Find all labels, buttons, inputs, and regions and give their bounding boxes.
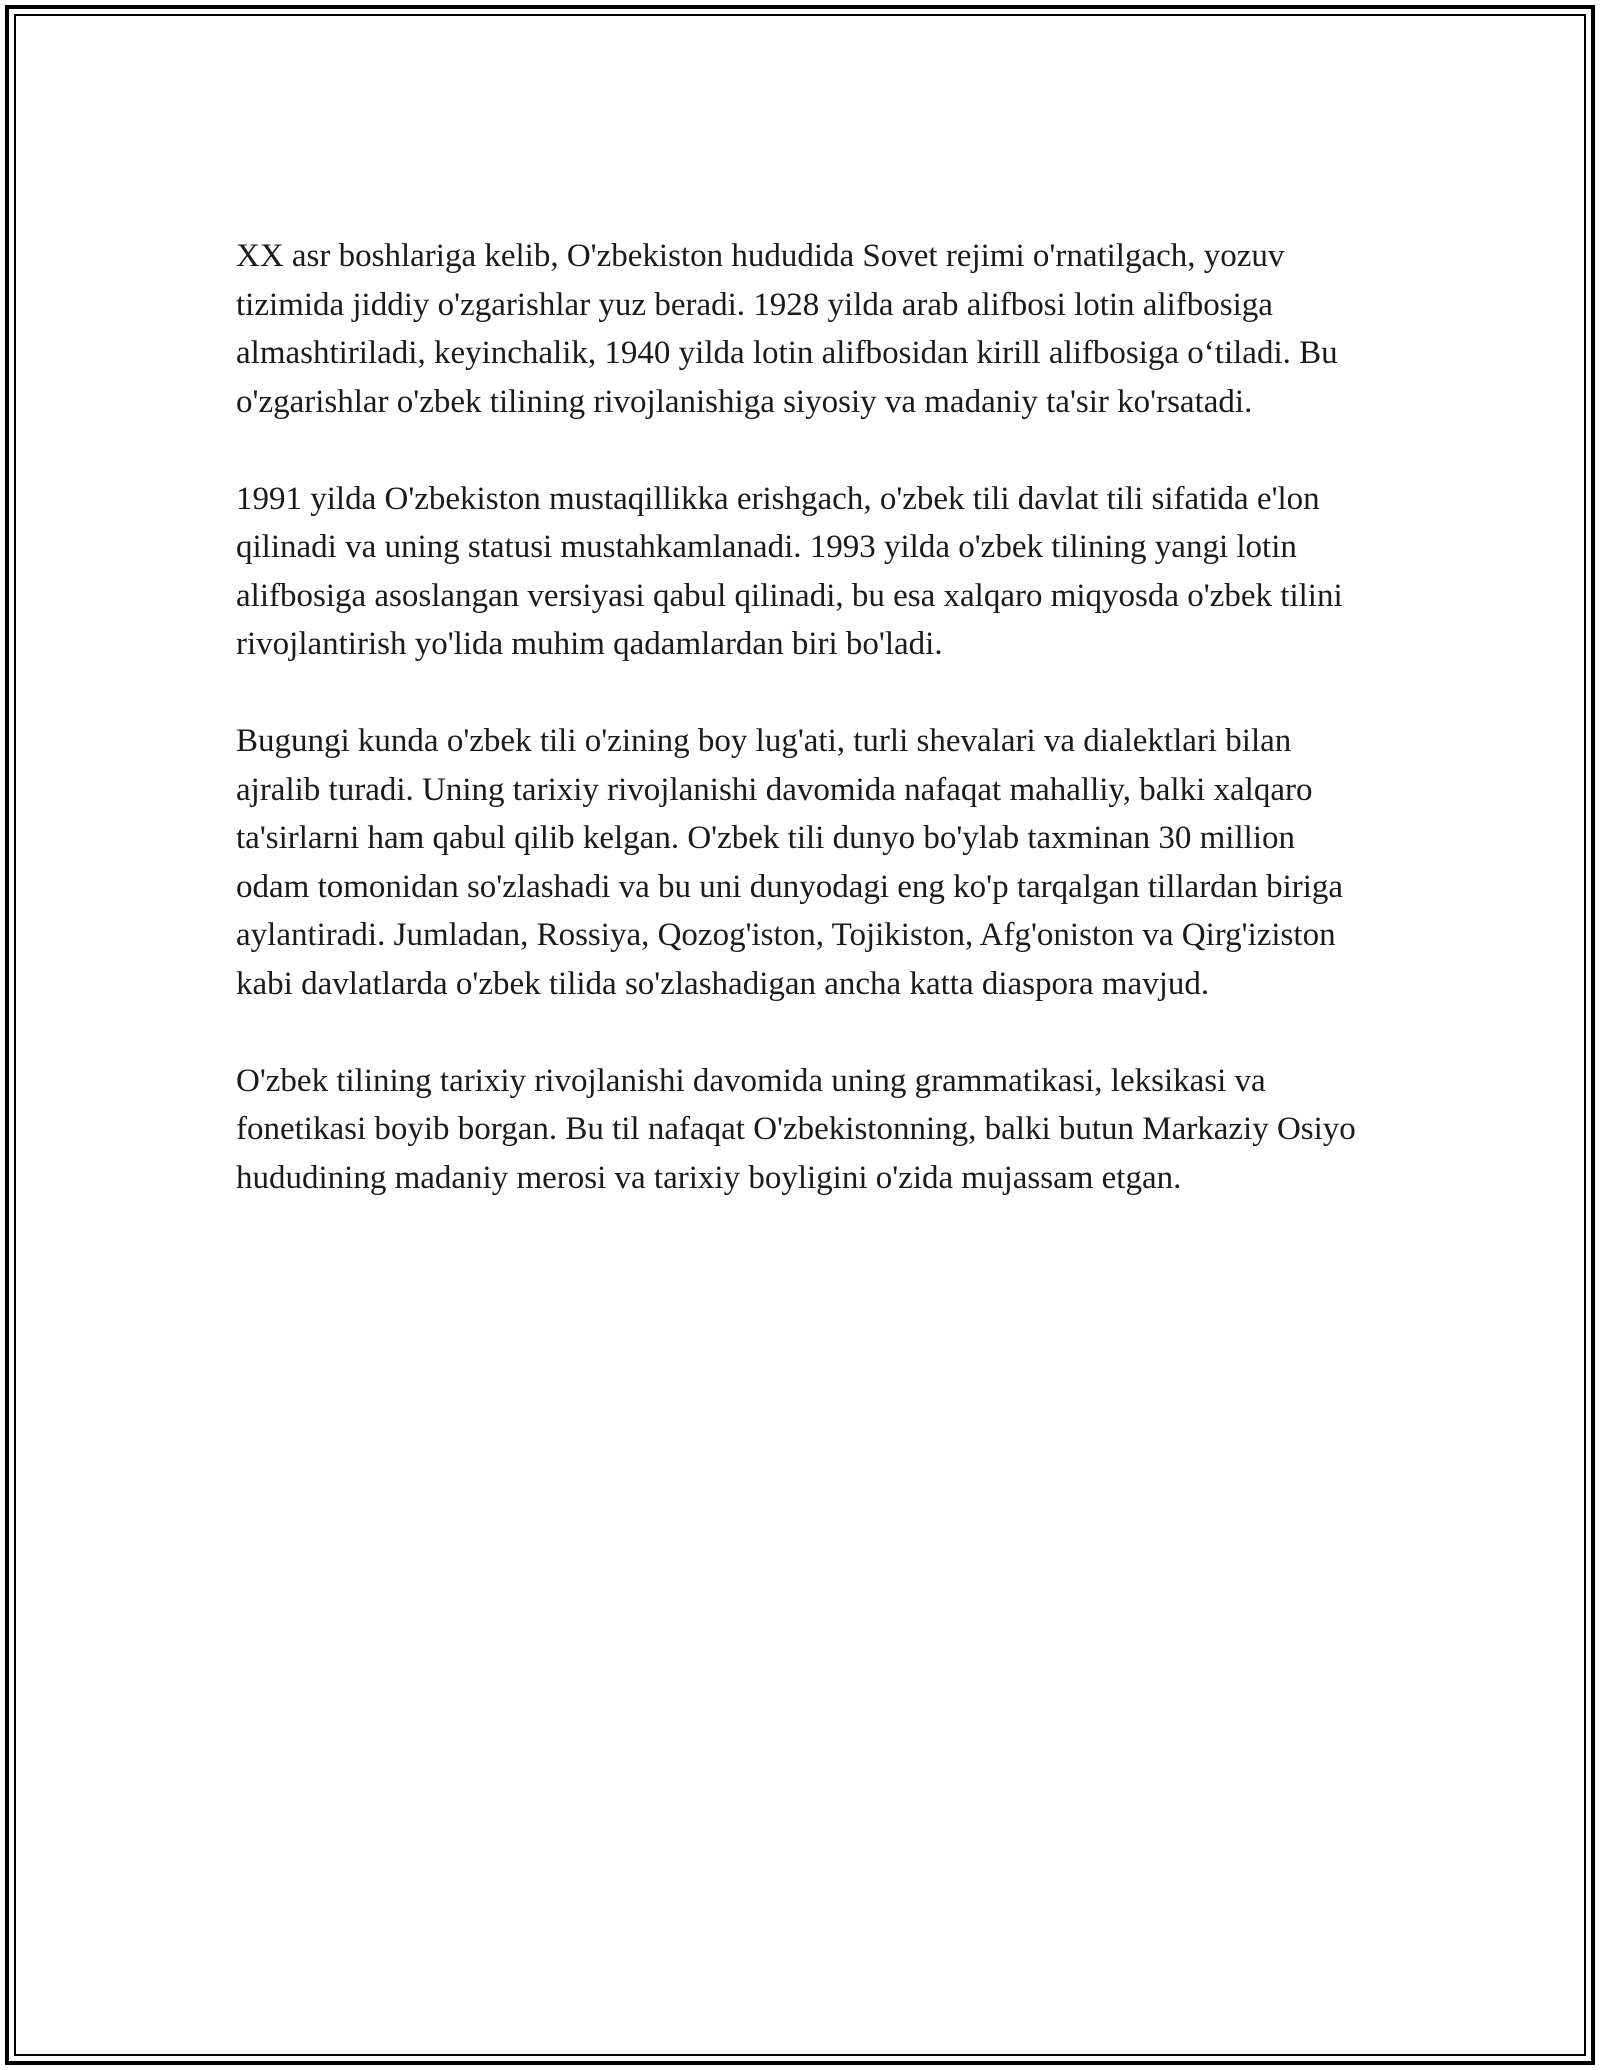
paragraph-2: 1991 yilda O'zbekiston mustaqillikka erishgach, o'zbek tili davlat tili sifatida e'lon qilinadi va uning statusi mustahkamlanadi. 1993 yilda o'zbek tilining yangi lotin alifbosiga asoslangan versiyasi qabul qilinadi, bu esa xalqaro miqyosda o'zbek tilini rivojlantirish yo'lida muhim qadamlardan biri bo'ladi.: [236, 480, 1343, 662]
paragraph-1: XX asr boshlariga kelib, O'zbekiston hududida Sovet rejimi o'rnatilgach, yozuv tizimida jiddiy o'zgarishlar yuz beradi. 1928 yilda arab alifbosi lotin alifbosiga almashtiriladi, keyinchalik, 1940 yilda lotin alifbosidan kirill alifbosiga o‘tiladi. Bu o'zgarishlar o'zbek tilining rivojlanishiga siyosiy va madaniy ta'sir ko'rsatadi.: [236, 238, 1338, 420]
paragraph-3: Bugungi kunda o'zbek tili o'zining boy lug'ati, turli shevalari va dialektlari bilan ajralib turadi. Uning tarixiy rivojlanishi davomida nafaqat mahalliy, balki xalqaro ta'sirlarni ham qabul qilib kelgan. O'zbek tili dunyo bo'ylab taxminan 30 million odam tomonidan so'zlashadi va bu uni dunyodagi eng ko'p tarqalgan tillardan biriga aylantiradi. Jumladan, Rossiya, Qozog'iston, Tojikiston, Afg'oniston va Qirg'iziston kabi davlatlarda o'zbek tilida so'zlashadigan ancha katta diaspora mavjud.: [236, 723, 1344, 1002]
paragraph-4: O'zbek tilining tarixiy rivojlanishi davomida uning grammatikasi, leksikasi va fonetikasi boyib borgan. Bu til nafaqat O'zbekistonning, balki butun Markaziy Osiyo hududining madaniy merosi va tarixiy boyligini o'zida mujassam etgan.: [236, 1062, 1356, 1196]
document-body: [236, 232, 1366, 1251]
